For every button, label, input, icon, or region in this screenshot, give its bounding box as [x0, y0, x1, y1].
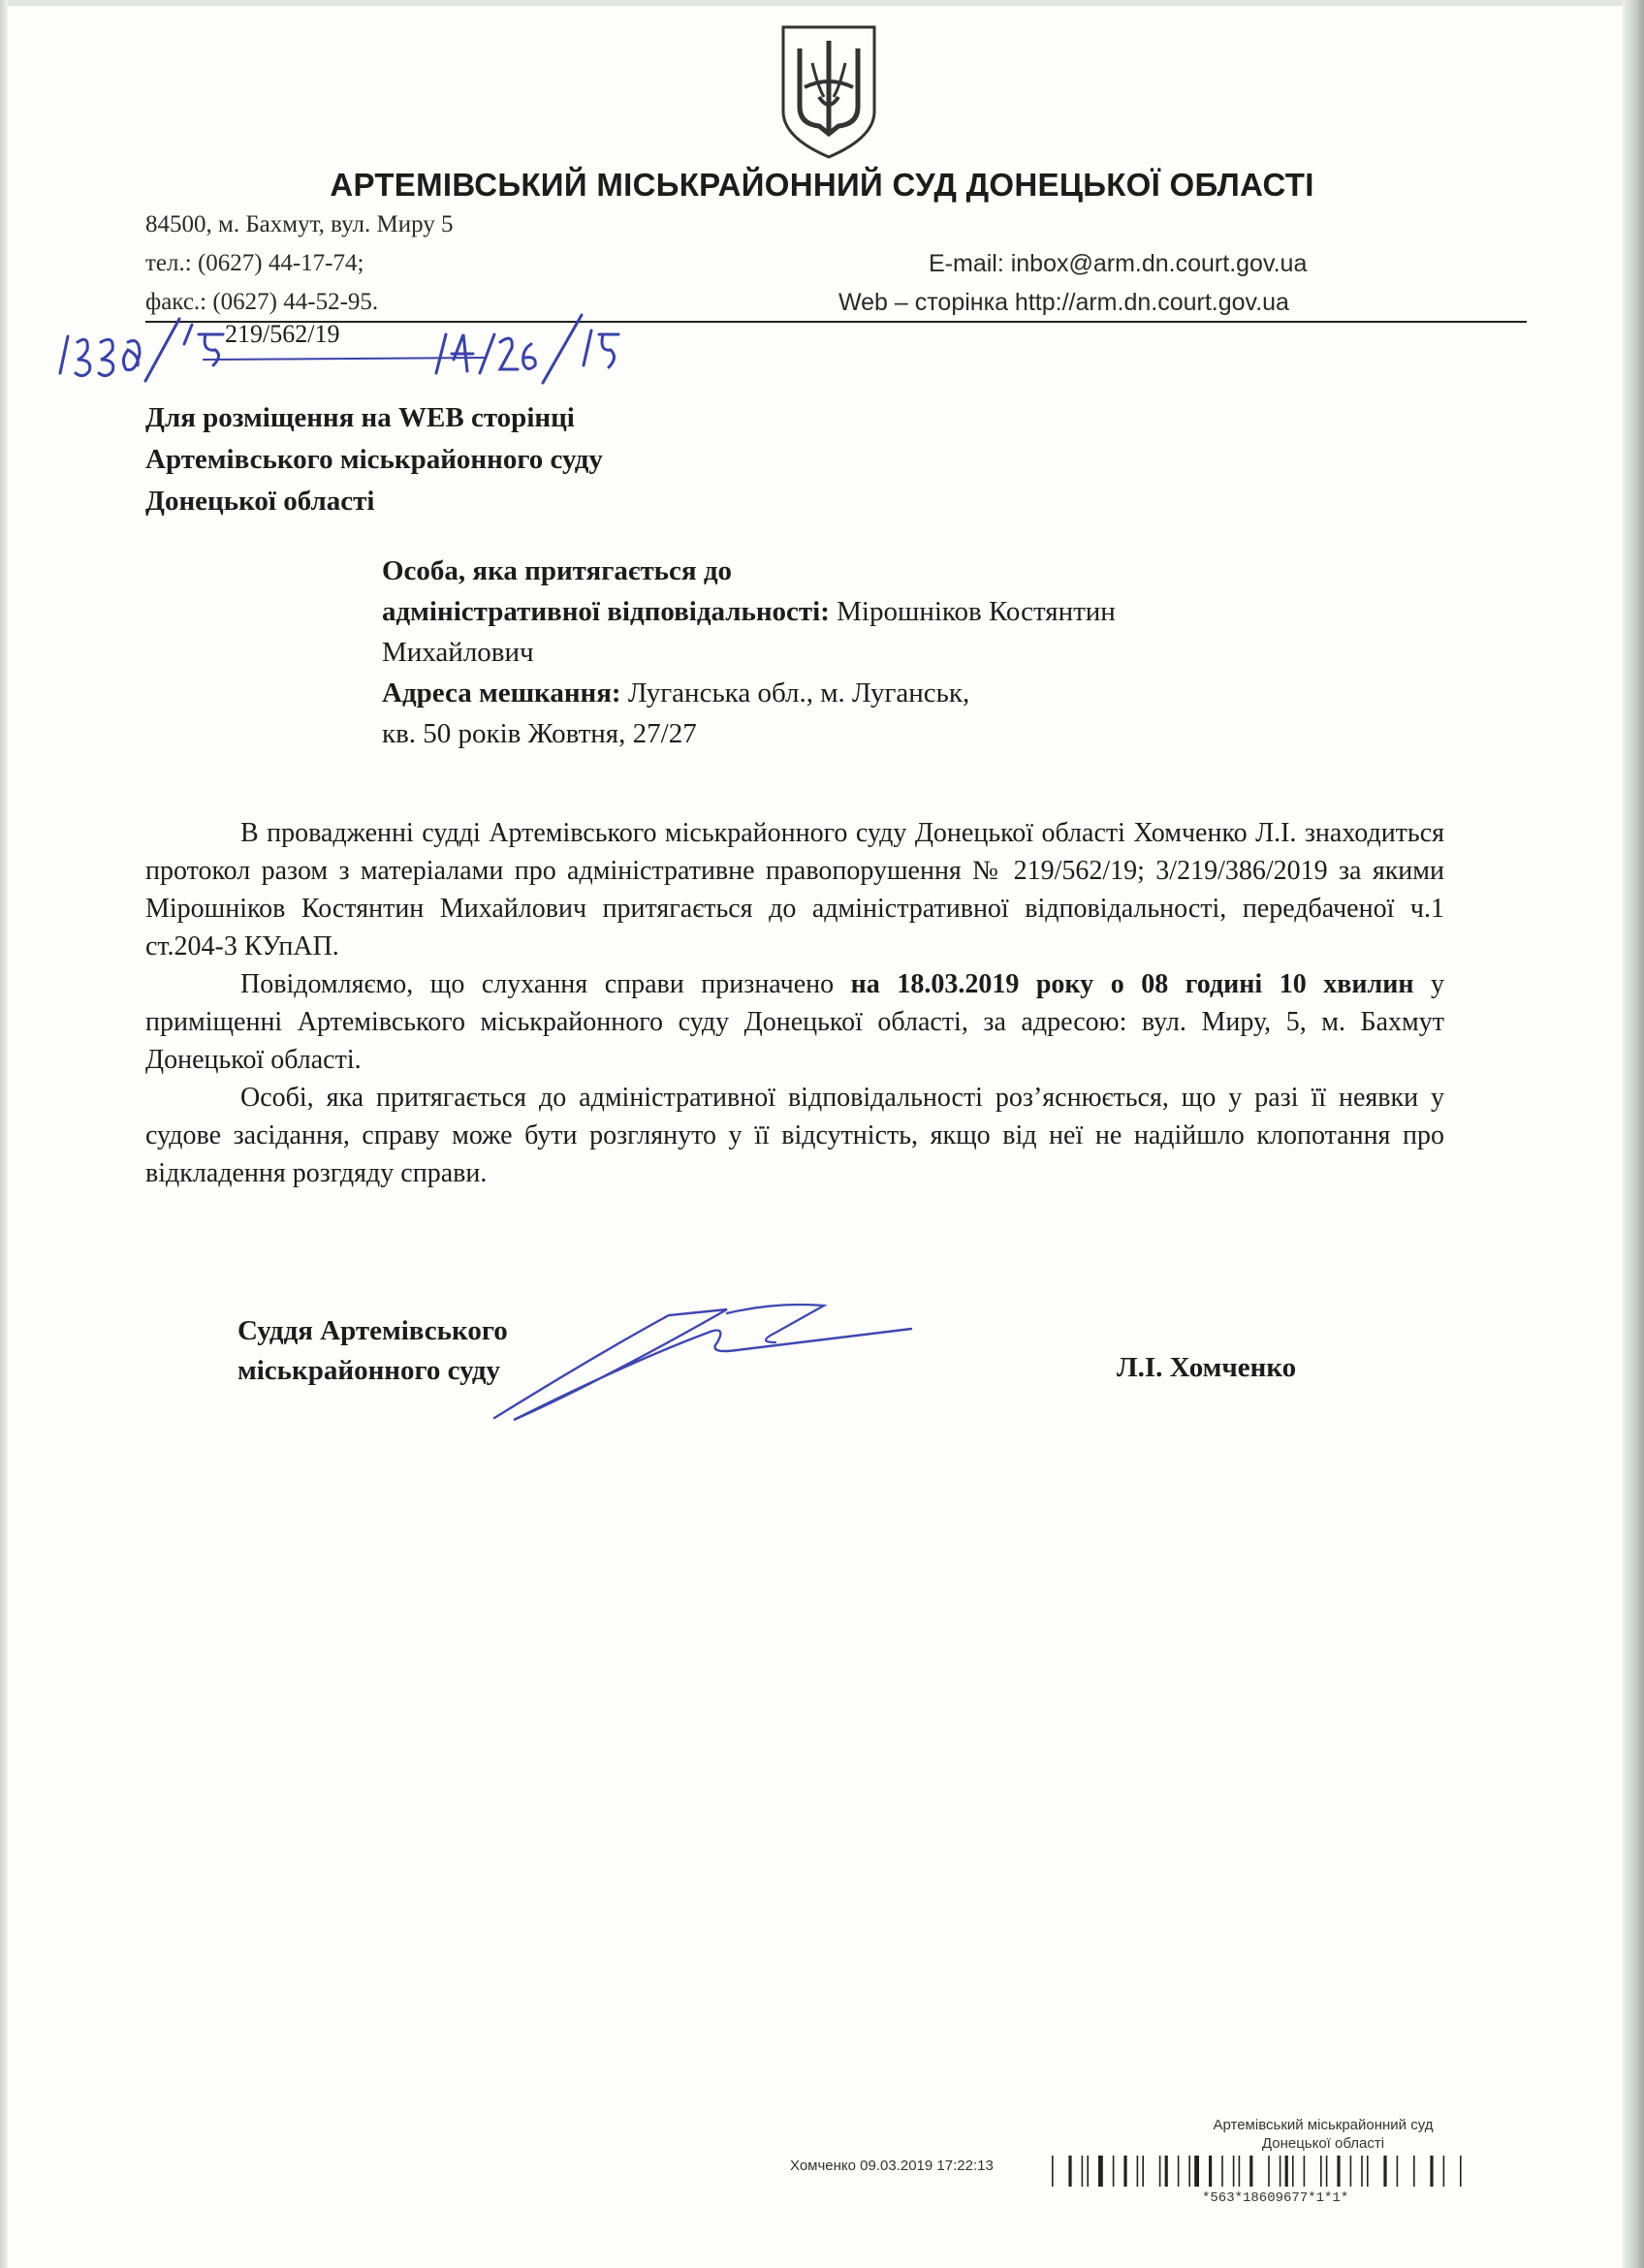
hearing-location: у приміщенні Артемівського міськрайонного суду Донецької області, за адресою: вул. Миру, 5, м. Бахмут Донецької області.	[145, 969, 1445, 1075]
judge-name: Л.І. Хомченко	[1117, 1352, 1297, 1383]
notice-body	[145, 814, 1444, 1192]
court-fax: факс.: (0627) 44-52-95.	[145, 289, 379, 315]
notice-paragraph	[145, 965, 1444, 1079]
hearing-intro: Повідомляємо, що слухання справи призначено	[240, 969, 835, 999]
person-address: Луганська обл., м. Луганськ,	[627, 677, 970, 709]
trident-emblem-icon	[775, 19, 882, 165]
case-reference-number: 219/562/19	[225, 320, 340, 348]
notice-paragraph: В провадженні судді Артемівського міськрайонного суду Донецької області Хомченко Л.І. знаходиться протокол разом з матеріалами про адміністративне правопорушення № 219/562/19; 3/219/386/2019 за якими Мірошніков Костянтин Михайлович притягається до адміністративної відповідальності, передбаченої ч.1 ст.204-3 КУпАП.	[145, 818, 1444, 961]
registration-stamp-datetime: Хомченко 09.03.2019 17:22:13	[790, 2158, 994, 2174]
judge-title-line: Суддя Артемівського	[237, 1315, 508, 1346]
court-title: АРТЕМІВСЬКИЙ МІСЬКРАЙОННИЙ СУД ДОНЕЦЬКОЇ ОБЛАСТІ	[330, 167, 1314, 203]
scan-edge-top	[0, 0, 1644, 6]
recipient-line: Для розміщення на WEB сторінці	[145, 402, 575, 433]
person-details-block	[382, 551, 1116, 754]
court-phone: тел.: (0627) 44-17-74;	[145, 250, 364, 276]
court-address: 84500, м. Бахмут, вул. Миру 5	[145, 211, 454, 237]
notice-paragraph: Особі, яка притягається до адміністративної відповідальності роз’яснюється, що у разі її неявки у судове засідання, справу може бути розглянуто у її відсутність, якщо від неї не надійшло клопотання про відкладення розгдяду справи.	[145, 1083, 1444, 1188]
person-name-continued: Михайлович	[382, 637, 534, 668]
scan-edge-right	[1623, 0, 1644, 2268]
scan-edge-left	[0, 0, 8, 2268]
hearing-datetime: на 18.03.2019 року о 08 годині 10 хвилин	[850, 969, 1414, 999]
address-label: Адреса мешкання:	[382, 677, 621, 709]
registration-stamp-court	[1105, 2116, 1541, 2153]
recipient-block	[145, 397, 603, 522]
court-website: Web – сторінка http://arm.dn.court.gov.ua	[838, 289, 1289, 316]
barcode-number: *563*18609677*1*1*	[1202, 2190, 1349, 2206]
person-address-continued: кв. 50 років Жовтня, 27/27	[382, 718, 697, 749]
stamp-court-line: Артемівський міськрайонний суд	[1213, 2117, 1434, 2133]
person-label: Особа, яка притягається до	[382, 555, 732, 586]
judge-signature	[485, 1294, 931, 1430]
recipient-line: Артемівського міськрайонного суду	[145, 444, 603, 475]
judge-title-line: міськрайонного суду	[237, 1355, 501, 1386]
person-name: Мірошніков Костянтин	[837, 596, 1116, 627]
judge-title	[237, 1311, 508, 1391]
court-email: E-mail: inbox@arm.dn.court.gov.ua	[929, 250, 1308, 277]
recipient-line: Донецької області	[145, 486, 375, 517]
barcode-icon	[1050, 2154, 1525, 2189]
person-label: адміністративної відповідальності:	[382, 596, 830, 627]
stamp-court-line: Донецької області	[1261, 2135, 1385, 2152]
handwritten-registration-mark	[39, 296, 620, 393]
